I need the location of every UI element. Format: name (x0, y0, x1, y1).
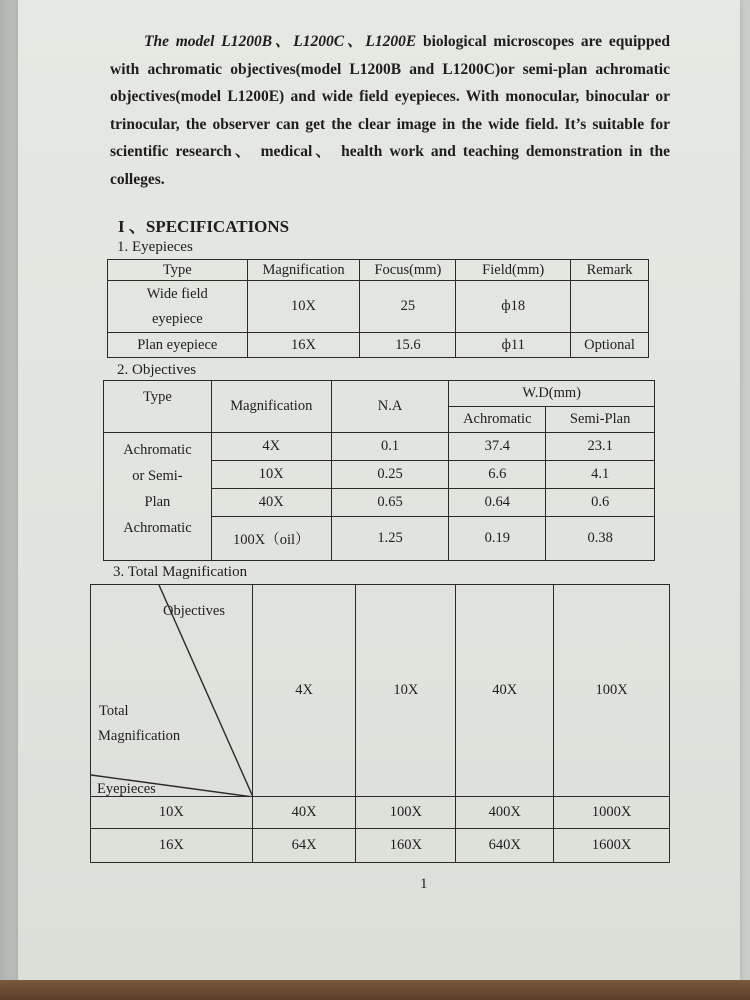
intro-paragraph (110, 28, 670, 193)
eyepiece-focus: 25 (360, 281, 456, 333)
objective-header-10x: 10X (356, 585, 456, 797)
page-number: 1 (420, 876, 428, 892)
section-heading: I 、SPECIFICATIONS (118, 217, 290, 236)
intro-models: The model L1200B、L1200C、L1200E (144, 33, 417, 50)
objectives-table (103, 380, 655, 561)
objective-na: 0.25 (331, 461, 449, 489)
total-value: 160X (356, 829, 456, 863)
table-row (104, 433, 655, 461)
header-type: Type (104, 381, 212, 433)
objective-wd-semi-plan: 23.1 (546, 433, 655, 461)
eyepiece-magnification: 10X (247, 281, 360, 333)
objective-type-line4: Achromatic (123, 520, 192, 536)
total-magnification-title: 3. Total Magnification (113, 564, 248, 580)
eyepiece-type-line1: Wide field (146, 285, 208, 302)
eyepiece-type: Plan eyepiece (108, 333, 248, 358)
header-focus: Focus(mm) (360, 260, 456, 281)
total-magnification-table (90, 584, 670, 863)
objective-type-line3: Plan (144, 494, 171, 510)
objective-na: 1.25 (331, 517, 449, 561)
objective-header-40x: 40X (456, 585, 554, 797)
table-header-row (104, 381, 655, 407)
objective-magnification: 40X (211, 489, 331, 517)
table-row (108, 333, 649, 358)
header-achromatic: Achromatic (449, 407, 546, 433)
header-magnification: Magnification (247, 260, 360, 281)
objective-type-line1: Achromatic (123, 442, 192, 458)
objective-type-line2: or Semi- (132, 468, 183, 484)
table-row (108, 281, 649, 333)
eyepiece-remark (571, 281, 649, 333)
eyepiece-field: ф11 (456, 333, 571, 358)
total-value: 1000X (554, 797, 670, 829)
objective-wd-achromatic: 37.4 (449, 433, 546, 461)
eyepiece-label: 16X (91, 829, 253, 863)
objective-header-4x: 4X (252, 585, 356, 797)
objective-wd-semi-plan: 0.6 (546, 489, 655, 517)
eyepiece-remark: Optional (571, 333, 649, 358)
table-row (91, 829, 670, 863)
corner-total-label: Total (99, 703, 129, 719)
objective-na: 0.65 (331, 489, 449, 517)
eyepieces-title: 1. Eyepieces (117, 239, 193, 255)
table-header-row (91, 585, 670, 797)
total-value: 100X (356, 797, 456, 829)
corner-cell (91, 585, 253, 797)
total-value: 640X (456, 829, 554, 863)
header-field: Field(mm) (456, 260, 571, 281)
eyepiece-magnification: 16X (247, 333, 360, 358)
table-header-row (108, 260, 649, 281)
header-wd: W.D(mm) (449, 381, 655, 407)
eyepiece-field: ф18 (456, 281, 571, 333)
eyepiece-type-cell (108, 281, 248, 333)
objective-wd-achromatic: 0.64 (449, 489, 546, 517)
objective-magnification: 4X (211, 433, 331, 461)
corner-objectives-label: Objectives (163, 603, 226, 619)
header-remark: Remark (571, 260, 649, 281)
objective-header-100x: 100X (554, 585, 670, 797)
objective-wd-semi-plan: 0.38 (546, 517, 655, 561)
objective-wd-semi-plan: 4.1 (546, 461, 655, 489)
eyepieces-table (107, 259, 649, 358)
total-value: 1600X (554, 829, 670, 863)
header-semi-plan: Semi-Plan (546, 407, 655, 433)
objective-wd-achromatic: 6.6 (449, 461, 546, 489)
objective-wd-achromatic: 0.19 (449, 517, 546, 561)
intro-text: biological microscopes are equipped with achromatic objectives(model L1200B and L1200C)or semi-plan achromatic objectives(model L1200E) and wide field eyepieces. With monocular, binocular or trinocular, the observer can get the clear image in the wide field. It’s suitable for scientific research、 medical、 health work and teaching demonstration in the colleges. (110, 33, 670, 188)
corner-eyepieces-label: Eyepieces (97, 781, 156, 797)
background-surface (0, 980, 750, 1000)
header-na: N.A (331, 381, 449, 433)
header-magnification: Magnification (211, 381, 331, 433)
objectives-title: 2. Objectives (117, 362, 197, 378)
eyepiece-focus: 15.6 (360, 333, 456, 358)
objective-na: 0.1 (331, 433, 449, 461)
total-value: 40X (252, 797, 356, 829)
eyepiece-label: 10X (91, 797, 253, 829)
corner-magnification-label: Magnification (98, 728, 181, 744)
header-type: Type (108, 260, 248, 281)
table-row (91, 797, 670, 829)
objective-type-cell (104, 433, 212, 561)
eyepiece-type-line2: eyepiece (151, 310, 203, 327)
total-value: 64X (252, 829, 356, 863)
total-value: 400X (456, 797, 554, 829)
objective-magnification: 10X (211, 461, 331, 489)
objective-magnification: 100X（oil） (211, 517, 331, 561)
